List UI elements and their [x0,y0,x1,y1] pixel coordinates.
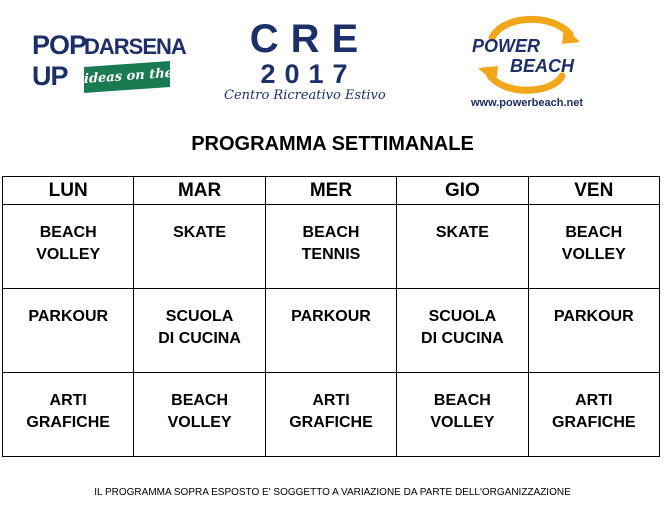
activity-cell: BEACH VOLLEY [528,205,659,289]
power-wordmark: POWER [472,36,541,56]
table-row [3,205,660,289]
powerbeach-url: www.powerbeach.net [470,97,584,109]
cre-title: CRE [249,17,371,61]
activity-cell: PARKOUR [528,289,659,373]
activity-cell: BEACH VOLLEY [3,205,134,289]
popup-darsena-logo [32,30,216,98]
table-row [3,289,660,373]
day-header-row [3,177,660,205]
day-header: MER [265,177,396,205]
activity-cell: BEACH TENNIS [265,205,396,289]
day-header: VEN [528,177,659,205]
activity-cell: BEACH VOLLEY [397,373,528,457]
powerbeach-logo [462,14,592,112]
table-row [3,373,660,457]
activity-cell: PARKOUR [3,289,134,373]
activity-cell: BEACH VOLLEY [134,373,265,457]
popup-tagline: ideas on the move [84,61,170,93]
activity-cell: SCUOLA DI CUCINA [397,289,528,373]
day-header: MAR [134,177,265,205]
disclaimer-footer: IL PROGRAMMA SOPRA ESPOSTO E' SOGGETTO A VARIAZIONE DA PARTE DELL'ORGANIZZAZIONE [94,487,571,498]
cre-year: 2017 [260,59,357,89]
activity-cell: SKATE [134,205,265,289]
day-header: LUN [3,177,134,205]
activity-cell: ARTI GRAFICHE [265,373,396,457]
activity-cell: SCUOLA DI CUCINA [134,289,265,373]
darsena-wordmark: DARSENA [84,34,186,59]
cre-2017-logo [224,18,384,110]
activity-cell: ARTI GRAFICHE [528,373,659,457]
activity-cell: SKATE [397,205,528,289]
page-title: PROGRAMMA SETTIMANALE [191,133,474,155]
day-header: GIO [397,177,528,205]
activity-cell: PARKOUR [265,289,396,373]
popup-wordmark: POP UP [32,30,87,91]
weekly-schedule-table [2,176,660,457]
activity-cell: ARTI GRAFICHE [3,373,134,457]
cre-subtitle: Centro Ricreativo Estivo [224,88,386,103]
beach-wordmark: BEACH [510,56,575,76]
